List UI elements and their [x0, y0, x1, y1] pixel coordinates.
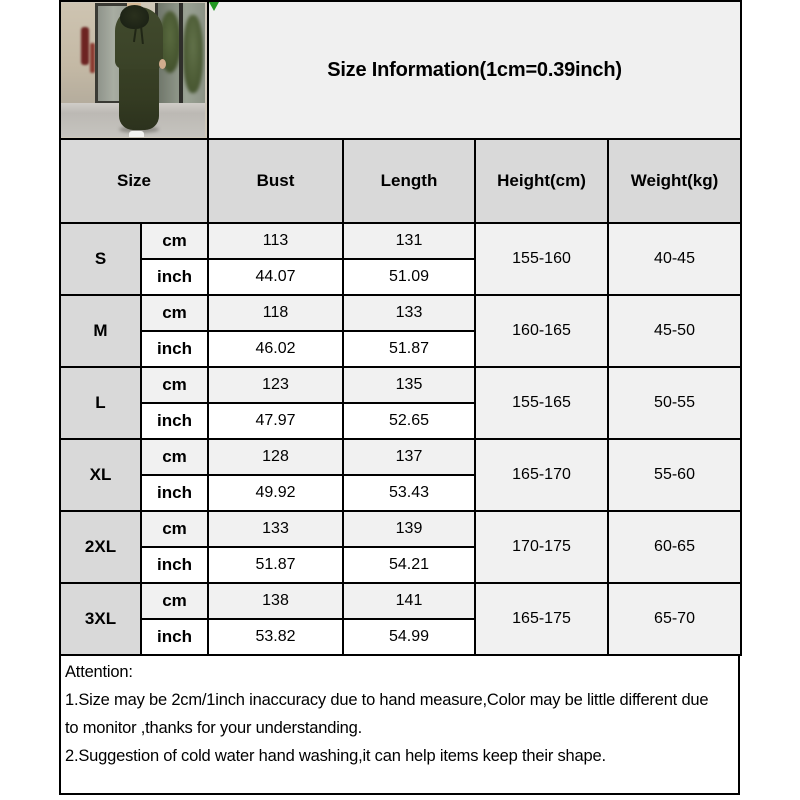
- unit-label-cm: cm: [141, 511, 208, 547]
- length-inch-value: 54.21: [343, 547, 475, 583]
- length-inch-value: 53.43: [343, 475, 475, 511]
- photo-plant-foliage: [183, 15, 203, 93]
- unit-label-inch: inch: [141, 331, 208, 367]
- bust-cm-value: 123: [208, 367, 343, 403]
- bust-inch-value: 53.82: [208, 619, 343, 655]
- col-header-weight: Weight(kg): [608, 139, 741, 223]
- size-label: 3XL: [60, 583, 141, 655]
- height-range-value: 170-175: [475, 511, 608, 583]
- length-cm-value: 135: [343, 367, 475, 403]
- length-cm-value: 139: [343, 511, 475, 547]
- size-label: M: [60, 295, 141, 367]
- length-cm-value: 133: [343, 295, 475, 331]
- size-label: 2XL: [60, 511, 141, 583]
- weight-range-value: 50-55: [608, 367, 741, 439]
- weight-range-value: 65-70: [608, 583, 741, 655]
- product-photo-art: [61, 3, 205, 137]
- size-chart-table: [59, 0, 742, 656]
- unit-label-cm: cm: [141, 439, 208, 475]
- length-inch-value: 52.65: [343, 403, 475, 439]
- bust-cm-value: 133: [208, 511, 343, 547]
- size-label: L: [60, 367, 141, 439]
- length-inch-value: 51.87: [343, 331, 475, 367]
- bust-cm-value: 128: [208, 439, 343, 475]
- length-cm-value: 137: [343, 439, 475, 475]
- attention-line: 2.Suggestion of cold water hand washing,it can help items keep their shape.: [65, 747, 606, 765]
- length-inch-value: 51.09: [343, 259, 475, 295]
- size-label: XL: [60, 439, 141, 511]
- length-cm-value: 131: [343, 223, 475, 259]
- bust-inch-value: 47.97: [208, 403, 343, 439]
- unit-label-inch: inch: [141, 619, 208, 655]
- weight-range-value: 45-50: [608, 295, 741, 367]
- photo-dress-hood: [120, 5, 149, 29]
- unit-label-cm: cm: [141, 367, 208, 403]
- size-label: S: [60, 223, 141, 295]
- attention-line: to monitor ,thanks for your understanding.: [65, 719, 363, 737]
- unit-label-inch: inch: [141, 403, 208, 439]
- height-range-value: 160-165: [475, 295, 608, 367]
- unit-label-cm: cm: [141, 583, 208, 619]
- photo-window-frame: [179, 3, 183, 105]
- bust-cm-value: 138: [208, 583, 343, 619]
- page-title: Size Information(1cm=0.39inch): [327, 58, 622, 81]
- weight-range-value: 40-45: [608, 223, 741, 295]
- bust-inch-value: 49.92: [208, 475, 343, 511]
- col-header-size: Size: [60, 139, 208, 223]
- bust-cm-value: 113: [208, 223, 343, 259]
- length-cm-value: 141: [343, 583, 475, 619]
- height-range-value: 155-165: [475, 367, 608, 439]
- bust-inch-value: 51.87: [208, 547, 343, 583]
- unit-label-inch: inch: [141, 259, 208, 295]
- photo-model-hand: [159, 59, 166, 69]
- height-range-value: 165-175: [475, 583, 608, 655]
- unit-label-inch: inch: [141, 475, 208, 511]
- photo-white-sneaker: [129, 131, 144, 137]
- unit-label-cm: cm: [141, 223, 208, 259]
- height-range-value: 155-160: [475, 223, 608, 295]
- product-photo: [60, 1, 208, 139]
- length-inch-value: 54.99: [343, 619, 475, 655]
- weight-range-value: 55-60: [608, 439, 741, 511]
- col-header-bust: Bust: [208, 139, 343, 223]
- height-range-value: 165-170: [475, 439, 608, 511]
- bust-inch-value: 46.02: [208, 331, 343, 367]
- title-cell: [208, 1, 741, 139]
- col-header-height: Height(cm): [475, 139, 608, 223]
- weight-range-value: 60-65: [608, 511, 741, 583]
- green-corner-triangle-icon: [209, 2, 219, 11]
- bust-cm-value: 118: [208, 295, 343, 331]
- unit-label-inch: inch: [141, 547, 208, 583]
- unit-label-cm: cm: [141, 295, 208, 331]
- bust-inch-value: 44.07: [208, 259, 343, 295]
- attention-box: [59, 654, 740, 795]
- photo-maroon-detail: [81, 27, 89, 65]
- col-header-length: Length: [343, 139, 475, 223]
- attention-heading: Attention:: [65, 663, 133, 681]
- attention-line: 1.Size may be 2cm/1inch inaccuracy due to hand measure,Color may be little different due: [65, 691, 709, 709]
